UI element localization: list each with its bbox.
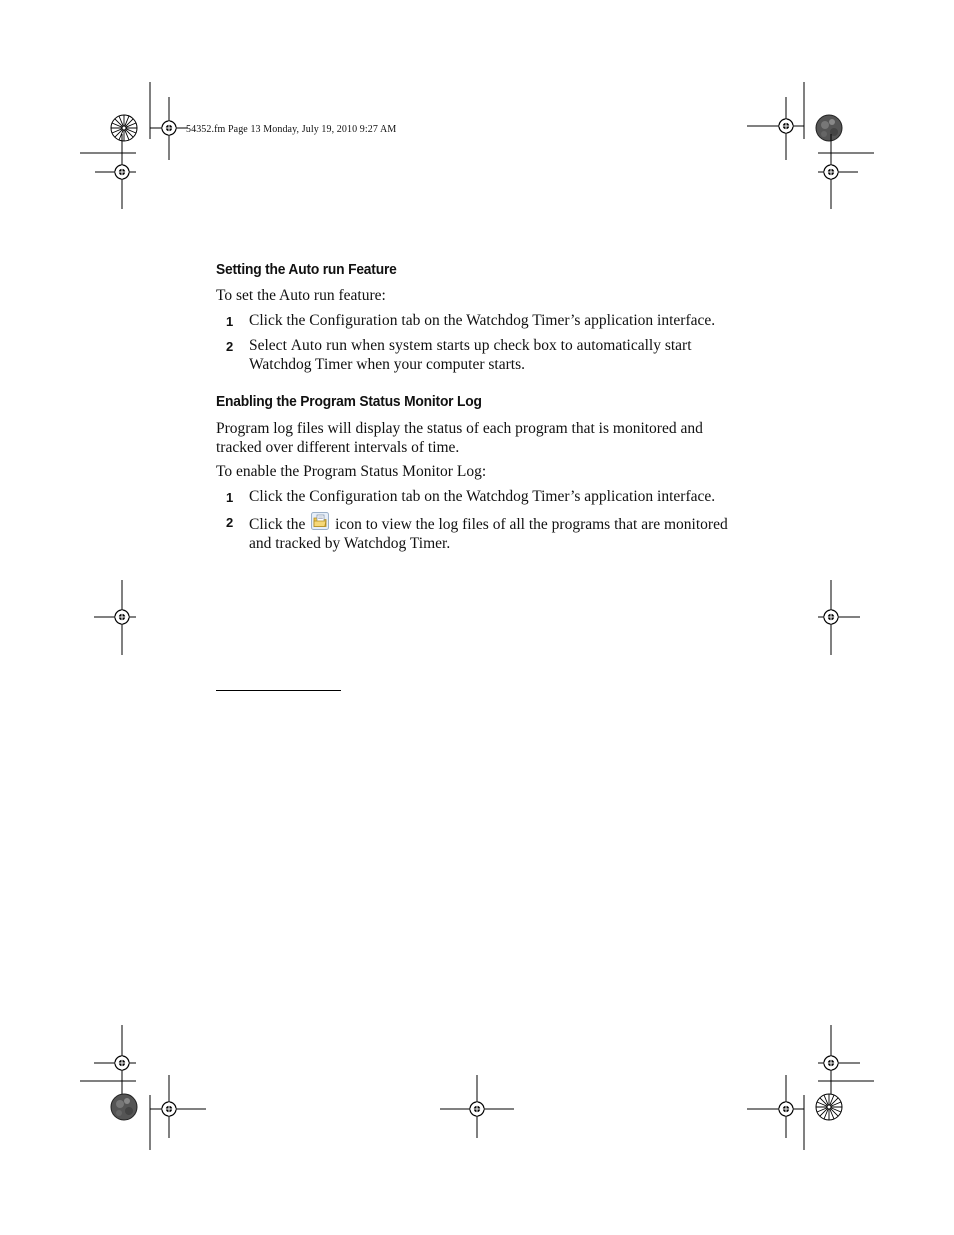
step-number: 1 bbox=[226, 490, 234, 505]
step-text-pre: Select bbox=[249, 337, 291, 354]
ui-term-configuration: Configuration bbox=[309, 488, 398, 505]
step-text-post: check box to automatically start Watchdog Timer when your computer starts. bbox=[249, 337, 692, 373]
step-item bbox=[216, 512, 746, 553]
step-text-pre: Click the bbox=[249, 312, 310, 329]
step-text-post: tab on the Watchdog Timer’s application interface. bbox=[397, 488, 716, 505]
step-text-post: icon to view the log files of all the programs that are monitored and tracked by Watchdog Timer. bbox=[249, 516, 728, 552]
step-number: 2 bbox=[226, 339, 234, 354]
step-text bbox=[249, 487, 746, 506]
step-item bbox=[216, 311, 746, 330]
step-text-post: tab on the Watchdog Timer’s application interface. bbox=[397, 312, 716, 329]
step-item bbox=[216, 487, 746, 506]
slug-line: 54352.fm Page 13 Monday, July 19, 2010 9:27 AM bbox=[186, 124, 397, 135]
step-text bbox=[249, 336, 746, 374]
ui-term-configuration: Configuration bbox=[309, 312, 398, 329]
section-intro-auto-run: To set the Auto run feature: bbox=[216, 287, 386, 304]
ui-term-auto-run-checkbox: Auto run when system starts up bbox=[290, 337, 490, 354]
step-text-pre: Click the bbox=[249, 516, 310, 533]
step-text-pre: Click the bbox=[249, 488, 310, 505]
section-description-status-monitor-log: Program log files will display the status of each program that is monitored and tracked over different intervals of time. bbox=[216, 420, 703, 456]
step-number: 2 bbox=[226, 515, 234, 530]
step-number: 1 bbox=[226, 314, 234, 329]
section-heading-auto-run: Setting the Auto run Feature bbox=[216, 261, 397, 278]
footnote-rule bbox=[216, 690, 341, 691]
section-heading-status-monitor-log: Enabling the Program Status Monitor Log bbox=[216, 393, 482, 410]
step-item bbox=[216, 336, 746, 374]
step-text bbox=[249, 311, 746, 330]
log-files-icon bbox=[311, 512, 329, 530]
step-text bbox=[249, 512, 746, 553]
section-intro-status-monitor-log: To enable the Program Status Monitor Log: bbox=[216, 463, 487, 480]
